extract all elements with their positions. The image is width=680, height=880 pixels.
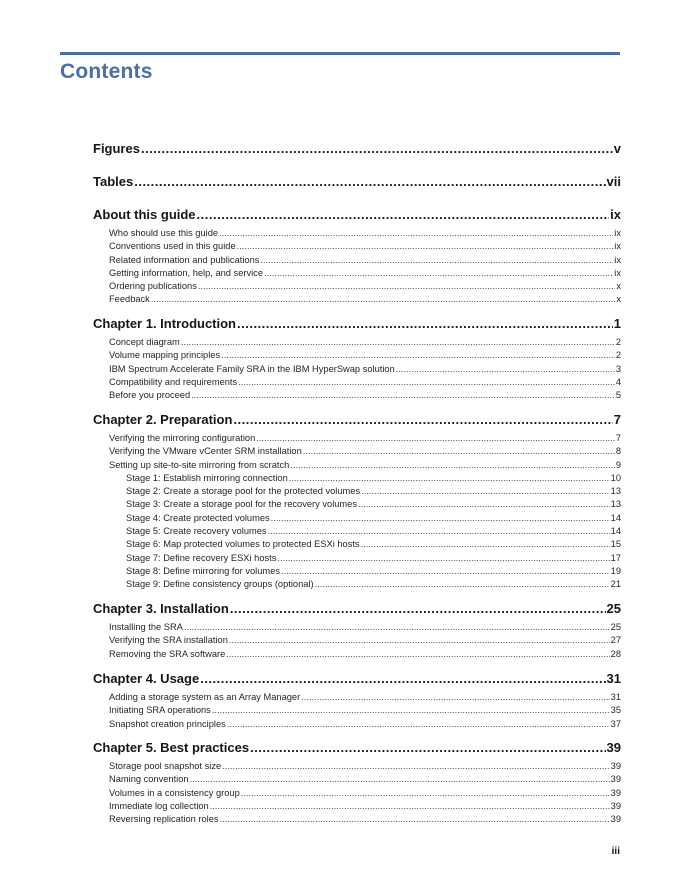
toc-section-title: Stage 5: Create recovery volumes [126,526,267,537]
toc-section-title: Setting up site-to-site mirroring from scratch [109,459,290,470]
toc-section-title: Stage 1: Establish mirroring connection [126,472,288,483]
toc-section-page: 28 [610,648,621,659]
toc-section-page: 19 [610,565,621,576]
toc-chapter-entry[interactable] [93,141,621,161]
toc-section-title: Adding a storage system as an Array Manager [109,692,301,702]
toc-section-entry[interactable] [93,254,621,267]
toc-leader-dots [227,718,610,731]
toc-chapter-page: vii [606,174,621,189]
toc-subsection-entry[interactable] [93,538,621,551]
toc-section-page: 39 [610,814,621,825]
toc-section-page: 4 [615,376,621,387]
toc-chapter-block [93,671,621,731]
toc-leader-dots [241,787,610,800]
toc-leader-dots [277,552,609,565]
toc-section-entry[interactable] [93,634,621,647]
toc-section-entry[interactable] [93,787,621,800]
toc-leader-dots [237,240,614,253]
toc-leader-dots [134,174,605,189]
toc-leader-dots [238,376,615,389]
toc-leader-dots [226,648,609,661]
toc-leader-dots [151,293,616,306]
toc-leader-dots [361,485,610,498]
toc-section-page: x [616,281,621,292]
toc-subsection-entry[interactable] [93,552,621,565]
toc-section-entry[interactable] [93,389,621,402]
toc-section-page: 39 [610,787,621,798]
toc-leader-dots [361,538,610,551]
toc-section-entry[interactable] [93,349,621,362]
toc-section-page: x [616,294,621,305]
toc-section-entry[interactable] [93,813,621,826]
toc-section-page: 3 [615,363,621,374]
toc-leader-dots [210,800,610,813]
toc-leader-dots [141,141,613,156]
toc-chapter-entry[interactable] [93,412,621,432]
toc-leader-dots [290,459,615,472]
toc-section-entry[interactable] [93,363,621,376]
toc-section-page: 21 [610,579,621,590]
page-number: iii [611,846,620,857]
toc-chapter-title: Chapter 5. Best practices [93,740,250,755]
toc-section-page: 14 [610,526,621,537]
toc-section-title: Conventions used in this guide [109,241,236,252]
toc-section-page: 25 [610,622,621,632]
toc-section-page: 27 [610,635,621,646]
toc-section-title: Who should use this guide [109,228,219,238]
toc-section-entry[interactable] [93,621,621,634]
toc-section-page: 2 [615,337,621,347]
toc-section-title: Verifying the VMware vCenter SRM installation [109,446,302,457]
toc-section-title: Stage 7: Define recovery ESXi hosts [126,552,277,563]
toc-section-entry[interactable] [93,336,621,349]
toc-leader-dots [358,498,610,511]
toc-chapter-title: About this guide [93,207,196,222]
toc-section-title: Compatibility and requirements [109,376,238,387]
toc-chapter-entry[interactable] [93,174,621,194]
toc-chapter-page: 25 [606,601,621,616]
toc-section-entry[interactable] [93,293,621,306]
toc-section-entry[interactable] [93,718,621,731]
toc-section-page: 2 [615,350,621,361]
toc-leader-dots [198,280,615,293]
toc-section-page: 39 [610,774,621,785]
toc-leader-dots [221,349,615,362]
toc-leader-dots [212,704,610,717]
toc-section-entry[interactable] [93,691,621,704]
toc-section-title: Stage 2: Create a storage pool for the protected volumes [126,486,361,497]
toc-chapter-entry[interactable] [93,207,621,227]
toc-section-title: Before you proceed [109,390,191,401]
toc-section-title: Verifying the mirroring configuration [109,433,256,443]
toc-chapter-entry[interactable] [93,671,621,691]
toc-section-page: 15 [610,539,621,550]
toc-leader-dots [303,445,615,458]
toc-section-entry[interactable] [93,459,621,472]
toc-chapter-block [93,412,621,592]
toc-subsection-entry[interactable] [93,485,621,498]
toc-section-page: 9 [615,459,621,470]
toc-section-title: Verifying the SRA installation [109,635,228,646]
toc-section-page: 17 [610,552,621,563]
toc-leader-dots [200,671,605,686]
toc-section-entry[interactable] [93,648,621,661]
toc-chapter-title: Chapter 2. Preparation [93,412,233,427]
toc-section-page: 13 [610,499,621,510]
toc-chapter-page: 39 [606,740,621,755]
toc-leader-dots [315,578,610,591]
toc-section-entry[interactable] [93,376,621,389]
toc-leader-dots [219,227,613,240]
toc-chapter-title: Tables [93,174,134,189]
toc-section-title: Stage 8: Define mirroring for volumes [126,565,280,576]
toc-leader-dots [260,254,613,267]
toc-leader-dots [264,267,613,280]
toc-chapter-page: 31 [606,671,621,686]
toc-section-title: Stage 6: Map protected volumes to protected ESXi hosts [126,539,360,550]
toc-section-entry[interactable] [93,445,621,458]
toc-section-title: Installing the SRA [109,622,183,632]
toc-chapter-block [93,207,621,307]
toc-chapter-block [93,316,621,402]
toc-chapter-page: ix [610,207,621,222]
toc-section-title: Immediate log collection [109,800,209,811]
toc-chapter-block [93,141,621,161]
toc-chapter-block [93,601,621,661]
toc-subsection-entry[interactable] [93,512,621,525]
toc-chapter-page: 1 [613,316,621,331]
toc-section-title: Naming convention [109,774,189,785]
toc-leader-dots [220,813,610,826]
toc-leader-dots [301,691,609,704]
toc-chapter-page: 7 [613,412,621,427]
toc-section-title: Stage 4: Create protected volumes [126,512,270,523]
toc-leader-dots [233,412,612,427]
toc-section-title: Storage pool snapshot size [109,761,222,771]
toc-chapter-title: Chapter 4. Usage [93,671,200,686]
toc-section-entry[interactable] [93,773,621,786]
toc-leader-dots [184,621,610,634]
toc-section-page: 10 [610,472,621,483]
toc-section-entry[interactable] [93,227,621,240]
toc-section-page: 13 [610,486,621,497]
toc-section-page: 7 [615,433,621,443]
toc-leader-dots [222,760,610,773]
toc-leader-dots [230,601,606,616]
toc-leader-dots [190,773,610,786]
toc-chapter-entry[interactable] [93,316,621,336]
page-title: Contents [60,60,153,83]
toc-leader-dots [197,207,610,222]
toc-chapter-title: Chapter 3. Installation [93,601,229,616]
toc-section-title: Initiating SRA operations [109,705,211,716]
toc-chapter-block [93,740,621,826]
toc-leader-dots [237,316,613,331]
toc-section-page: 39 [610,761,621,771]
toc-section-page: 31 [610,692,621,702]
toc-chapter-title: Figures [93,141,140,156]
toc-section-page: ix [614,228,621,238]
toc-section-entry[interactable] [93,280,621,293]
toc-leader-dots [396,363,615,376]
toc-leader-dots [250,740,605,755]
toc-section-title: Reversing replication roles [109,814,219,825]
toc-section-page: ix [614,254,621,265]
toc-subsection-entry[interactable] [93,498,621,511]
toc-subsection-entry[interactable] [93,472,621,485]
toc-section-page: 14 [610,512,621,523]
toc-section-title: Stage 9: Define consistency groups (optional) [126,579,314,590]
toc-leader-dots [181,336,615,349]
toc-section-title: Concept diagram [109,337,180,347]
toc-section-title: Volumes in a consistency group [109,787,240,798]
toc-section-title: Feedback [109,294,150,305]
toc-section-entry[interactable] [93,432,621,445]
toc-subsection-entry[interactable] [93,525,621,538]
toc-section-page: 37 [610,718,621,729]
toc-section-title: Stage 3: Create a storage pool for the recovery volumes [126,499,357,510]
toc-subsection-entry[interactable] [93,565,621,578]
toc-chapter-block [93,174,621,194]
toc-section-title: Ordering publications [109,281,197,292]
toc-section-page: 8 [615,446,621,457]
toc-chapter-entry[interactable] [93,601,621,621]
toc-leader-dots [281,565,610,578]
toc-leader-dots [191,389,615,402]
toc-section-page: 5 [615,390,621,401]
toc-section-page: 39 [610,800,621,811]
toc-leader-dots [256,432,615,445]
toc-chapter-entry[interactable] [93,740,621,760]
toc-section-entry[interactable] [93,704,621,717]
toc-section-title: IBM Spectrum Accelerate Family SRA in the IBM HyperSwap solution [109,363,395,374]
toc-section-page: ix [614,267,621,278]
toc-leader-dots [289,472,610,485]
toc-section-page: 35 [610,705,621,716]
toc-section-title: Related information and publications [109,254,260,265]
toc-chapter-title: Chapter 1. Introduction [93,316,236,331]
toc-subsection-entry[interactable] [93,578,621,591]
toc-section-title: Snapshot creation principles [109,718,226,729]
toc-section-title: Volume mapping principles [109,350,221,361]
toc-chapter-page: v [613,141,621,156]
toc-leader-dots [229,634,610,647]
toc-section-entry[interactable] [93,267,621,280]
toc-section-title: Removing the SRA software [109,648,226,659]
toc-section-title: Getting information, help, and service [109,267,263,278]
toc-leader-dots [268,525,610,538]
toc-section-entry[interactable] [93,240,621,253]
toc-section-entry[interactable] [93,760,621,773]
toc-leader-dots [271,512,610,525]
header-rule [60,52,620,55]
toc-section-entry[interactable] [93,800,621,813]
toc-section-page: ix [614,241,621,252]
